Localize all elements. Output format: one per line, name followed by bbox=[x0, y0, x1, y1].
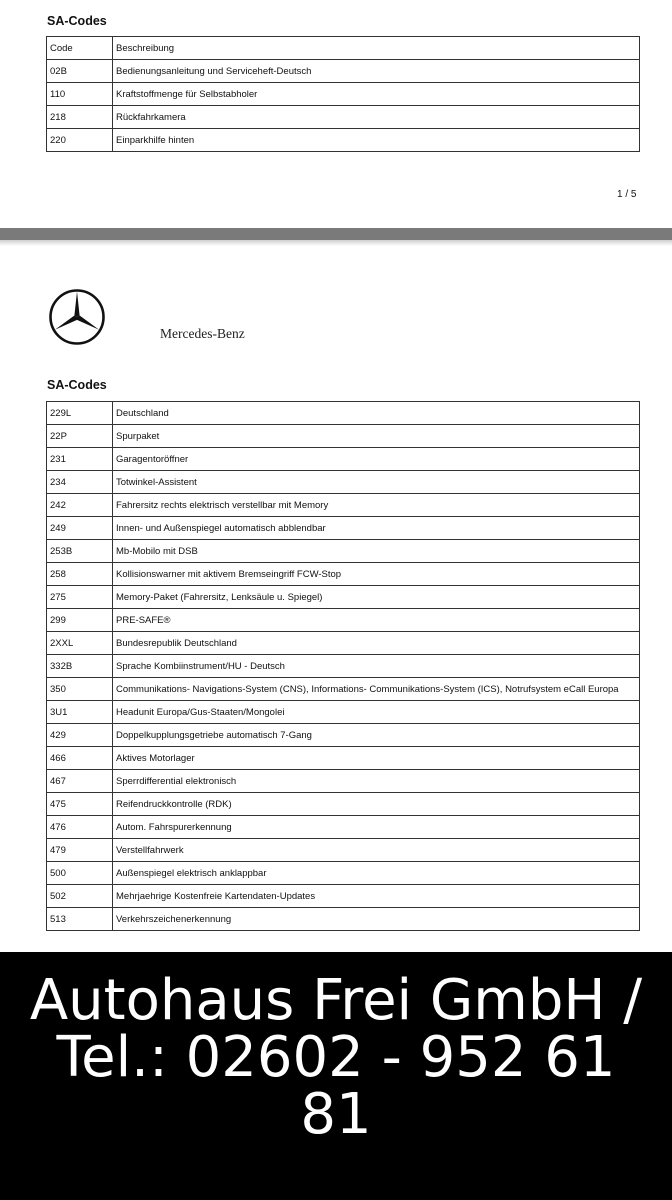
description-cell: Totwinkel-Assistent bbox=[113, 471, 640, 494]
table-header-row bbox=[47, 37, 640, 60]
table-row bbox=[47, 609, 640, 632]
sa-code-cell: 3U1 bbox=[47, 701, 113, 724]
description-cell: Einparkhilfe hinten bbox=[113, 129, 640, 152]
table-row bbox=[47, 402, 640, 425]
header-code: Code bbox=[47, 37, 113, 60]
description-cell: Außenspiegel elektrisch anklappbar bbox=[113, 862, 640, 885]
description-cell: Mb-Mobilo mit DSB bbox=[113, 540, 640, 563]
sa-code-cell: 234 bbox=[47, 471, 113, 494]
description-cell: Sprache Kombiinstrument/HU - Deutsch bbox=[113, 655, 640, 678]
table-row bbox=[47, 747, 640, 770]
table-row bbox=[47, 678, 640, 701]
sa-code-cell: 500 bbox=[47, 862, 113, 885]
sa-code-cell: 253B bbox=[47, 540, 113, 563]
table-row bbox=[47, 632, 640, 655]
sa-code-cell: 467 bbox=[47, 770, 113, 793]
description-cell: Spurpaket bbox=[113, 425, 640, 448]
header-description: Beschreibung bbox=[113, 37, 640, 60]
description-cell: Reifendruckkontrolle (RDK) bbox=[113, 793, 640, 816]
description-cell: Doppelkupplungsgetriebe automatisch 7-Gang bbox=[113, 724, 640, 747]
sa-codes-table bbox=[46, 36, 640, 152]
sa-code-cell: 231 bbox=[47, 448, 113, 471]
table-row bbox=[47, 60, 640, 83]
description-cell: Mehrjaehrige Kostenfreie Kartendaten-Updates bbox=[113, 885, 640, 908]
document-page-1 bbox=[0, 0, 672, 228]
section-title: SA-Codes bbox=[47, 14, 107, 28]
sa-code-cell: 02B bbox=[47, 60, 113, 83]
table-row bbox=[47, 701, 640, 724]
sa-code-cell: 513 bbox=[47, 908, 113, 931]
document-page-2 bbox=[0, 246, 672, 952]
table-row bbox=[47, 908, 640, 931]
sa-code-cell: 218 bbox=[47, 106, 113, 129]
sa-codes-table bbox=[46, 401, 640, 931]
description-cell: Sperrdifferential elektronisch bbox=[113, 770, 640, 793]
dealer-contact-banner bbox=[0, 952, 672, 1200]
description-cell: Aktives Motorlager bbox=[113, 747, 640, 770]
sa-code-cell: 429 bbox=[47, 724, 113, 747]
description-cell: Kraftstoffmenge für Selbstabholer bbox=[113, 83, 640, 106]
sa-code-cell: 476 bbox=[47, 816, 113, 839]
table-row bbox=[47, 563, 640, 586]
banner-line-3: 81 bbox=[300, 1082, 372, 1147]
sa-code-cell: 249 bbox=[47, 517, 113, 540]
sa-code-cell: 502 bbox=[47, 885, 113, 908]
description-cell: PRE-SAFE® bbox=[113, 609, 640, 632]
description-cell: Kollisionswarner mit aktivem Bremseingriff FCW-Stop bbox=[113, 563, 640, 586]
description-cell: Bedienungsanleitung und Serviceheft-Deutsch bbox=[113, 60, 640, 83]
description-cell: Garagentoröffner bbox=[113, 448, 640, 471]
description-cell: Rückfahrkamera bbox=[113, 106, 640, 129]
mercedes-star-icon bbox=[48, 288, 106, 346]
table-row bbox=[47, 586, 640, 609]
description-cell: Deutschland bbox=[113, 402, 640, 425]
table-row bbox=[47, 448, 640, 471]
table-row bbox=[47, 839, 640, 862]
table-row bbox=[47, 471, 640, 494]
banner-line-2: Tel.: 02602 - 952 61 bbox=[56, 1025, 616, 1090]
table-row bbox=[47, 494, 640, 517]
brand-name: Mercedes-Benz bbox=[160, 326, 245, 341]
description-cell: Bundesrepublik Deutschland bbox=[113, 632, 640, 655]
description-cell: Headunit Europa/Gus-Staaten/Mongolei bbox=[113, 701, 640, 724]
page-number: 1 / 5 bbox=[617, 189, 637, 200]
table-row bbox=[47, 517, 640, 540]
table-row bbox=[47, 793, 640, 816]
sa-code-cell: 275 bbox=[47, 586, 113, 609]
sa-code-cell: 22P bbox=[47, 425, 113, 448]
description-cell: Autom. Fahrspurerkennung bbox=[113, 816, 640, 839]
description-cell: Innen- und Außenspiegel automatisch abblendbar bbox=[113, 517, 640, 540]
table-row bbox=[47, 816, 640, 839]
section-title: SA-Codes bbox=[47, 378, 107, 392]
description-cell: Verkehrszeichenerkennung bbox=[113, 908, 640, 931]
sa-code-cell: 229L bbox=[47, 402, 113, 425]
description-cell: Memory-Paket (Fahrersitz, Lenksäule u. Spiegel) bbox=[113, 586, 640, 609]
table-row bbox=[47, 885, 640, 908]
sa-code-cell: 479 bbox=[47, 839, 113, 862]
sa-code-cell: 2XXL bbox=[47, 632, 113, 655]
table-row bbox=[47, 129, 640, 152]
table-row bbox=[47, 106, 640, 129]
table-row bbox=[47, 655, 640, 678]
table-row bbox=[47, 862, 640, 885]
banner-line-1: Autohaus Frei GmbH / bbox=[29, 968, 643, 1033]
table-row bbox=[47, 83, 640, 106]
table-row bbox=[47, 540, 640, 563]
description-cell: Fahrersitz rechts elektrisch verstellbar mit Memory bbox=[113, 494, 640, 517]
sa-code-cell: 350 bbox=[47, 678, 113, 701]
sa-code-cell: 332B bbox=[47, 655, 113, 678]
description-cell: Verstellfahrwerk bbox=[113, 839, 640, 862]
sa-code-cell: 466 bbox=[47, 747, 113, 770]
description-cell: Communikations- Navigations-System (CNS), Informations- Communikations-System (ICS), Notrufsystem eCall Europa bbox=[113, 678, 640, 701]
sa-code-cell: 242 bbox=[47, 494, 113, 517]
page-separator bbox=[0, 228, 672, 240]
sa-code-cell: 110 bbox=[47, 83, 113, 106]
table-row bbox=[47, 724, 640, 747]
sa-code-cell: 299 bbox=[47, 609, 113, 632]
table-row bbox=[47, 770, 640, 793]
sa-code-cell: 220 bbox=[47, 129, 113, 152]
sa-code-cell: 475 bbox=[47, 793, 113, 816]
table-row bbox=[47, 425, 640, 448]
sa-code-cell: 258 bbox=[47, 563, 113, 586]
